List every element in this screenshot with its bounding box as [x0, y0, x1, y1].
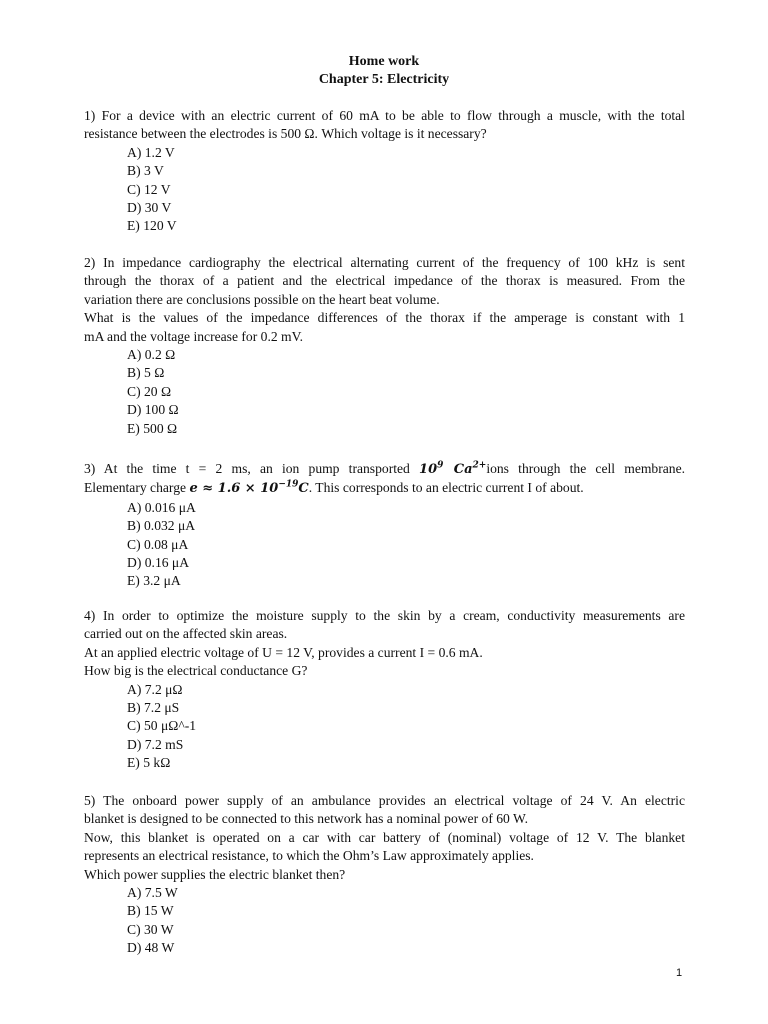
question-text-line: 5) The onboard power supply of an ambulance provides an electrical voltage of 24 V. An electric — [84, 793, 685, 808]
answer-option: A) 7.5 W — [127, 885, 178, 901]
question-text: ions through the cell membrane. — [486, 461, 686, 476]
question-text-line: blanket is designed to be connected to this network has a nominal power of 60 W. — [84, 811, 528, 827]
document-title: Home work — [348, 54, 420, 69]
answer-options — [127, 681, 685, 773]
answer-option: B) 7.2 μS — [127, 700, 180, 716]
question-3 — [84, 460, 685, 591]
question-text-line: How big is the electrical conductance G? — [84, 663, 308, 679]
answer-option: D) 48 W — [127, 940, 175, 956]
question-text-line: 2) In impedance cardiography the electrical alternating current of the frequency of 100 kHz is sent — [84, 255, 685, 270]
question-text-line: 4) In order to optimize the moisture supply to the skin by a cream, conductivity measurements are — [84, 608, 685, 623]
question-4 — [84, 607, 685, 773]
question-5 — [84, 792, 685, 958]
question-text-line: Which power supplies the electric blanket then? — [84, 866, 346, 882]
answer-option: E) 5 kΩ — [127, 755, 171, 771]
answer-option: A) 1.2 V — [127, 144, 175, 160]
answer-option: E) 120 V — [127, 218, 177, 234]
answer-options — [127, 144, 685, 236]
answer-option: E) 3.2 μA — [127, 573, 181, 589]
question-text-line: 1) For a device with an electric current of 60 mA to be able to flow through a muscle, with the total — [84, 108, 685, 123]
answer-option: B) 3 V — [127, 163, 164, 179]
answer-option: D) 7.2 mS — [127, 736, 184, 752]
question-text-line: variation there are conclusions possible on the heart beat volume. — [84, 291, 440, 307]
question-text-line: carried out on the affected skin areas. — [84, 626, 288, 642]
question-text-line: resistance between the electrodes is 500 Ω. Which voltage is it necessary? — [84, 126, 487, 142]
question-text-line: mA and the voltage increase for 0.2 mV. — [84, 328, 304, 344]
answer-option: E) 500 Ω — [127, 420, 178, 436]
question-text-line: Now, this blanket is operated on a car with car battery of (nominal) voltage of 12 V. The blanket — [84, 829, 685, 845]
answer-option: D) 30 V — [127, 200, 172, 216]
answer-option: A) 0.016 μA — [127, 499, 196, 515]
question-text: . This corresponds to an electric current I of about. — [308, 480, 584, 496]
answer-option: B) 15 W — [127, 903, 174, 919]
math-expression: $10^9$ $Ca^{2+}$ — [419, 460, 487, 477]
question-text-line — [84, 460, 685, 479]
answer-option: A) 0.2 Ω — [127, 347, 176, 363]
question-text-line: represents an electrical resistance, to which the Ohm’s Law approximately applies. — [84, 848, 534, 864]
answer-options — [127, 499, 685, 591]
answer-option: D) 0.16 μA — [127, 555, 190, 571]
answer-option: B) 0.032 μA — [127, 518, 196, 534]
question-text-line — [84, 479, 685, 498]
answer-option: C) 12 V — [127, 181, 171, 197]
question-text-line: through the thorax of a patient and the electrical impedance of the thorax is measured. From the — [84, 273, 685, 289]
question-text: 3) At the time t = 2 ms, an ion pump transported — [84, 461, 410, 476]
question-1 — [84, 107, 685, 236]
answer-option: B) 5 Ω — [127, 365, 165, 381]
question-text-line: What is the values of the impedance differences of the thorax if the amperage is constant with 1 — [84, 310, 685, 326]
question-2 — [84, 254, 685, 438]
answer-option: C) 50 μΩ^-1 — [127, 718, 197, 734]
answer-option: D) 100 Ω — [127, 402, 179, 418]
math-expression: $e \approx 1.6 \times 10^{-19}C$ — [189, 480, 309, 497]
answer-option: A) 7.2 μΩ — [127, 681, 183, 697]
question-text-line: At an applied electric voltage of U = 12 V, provides a current I = 0.6 mA. — [84, 644, 483, 660]
answer-option: C) 0.08 μA — [127, 536, 189, 552]
answer-option: C) 20 Ω — [127, 383, 172, 399]
page-number: 1 — [676, 967, 683, 979]
answer-options — [127, 884, 685, 958]
question-text: Elementary charge — [84, 480, 187, 496]
answer-option: C) 30 W — [127, 921, 174, 937]
answer-options — [127, 346, 685, 438]
chapter-title: Chapter 5: Electricity — [318, 72, 450, 87]
